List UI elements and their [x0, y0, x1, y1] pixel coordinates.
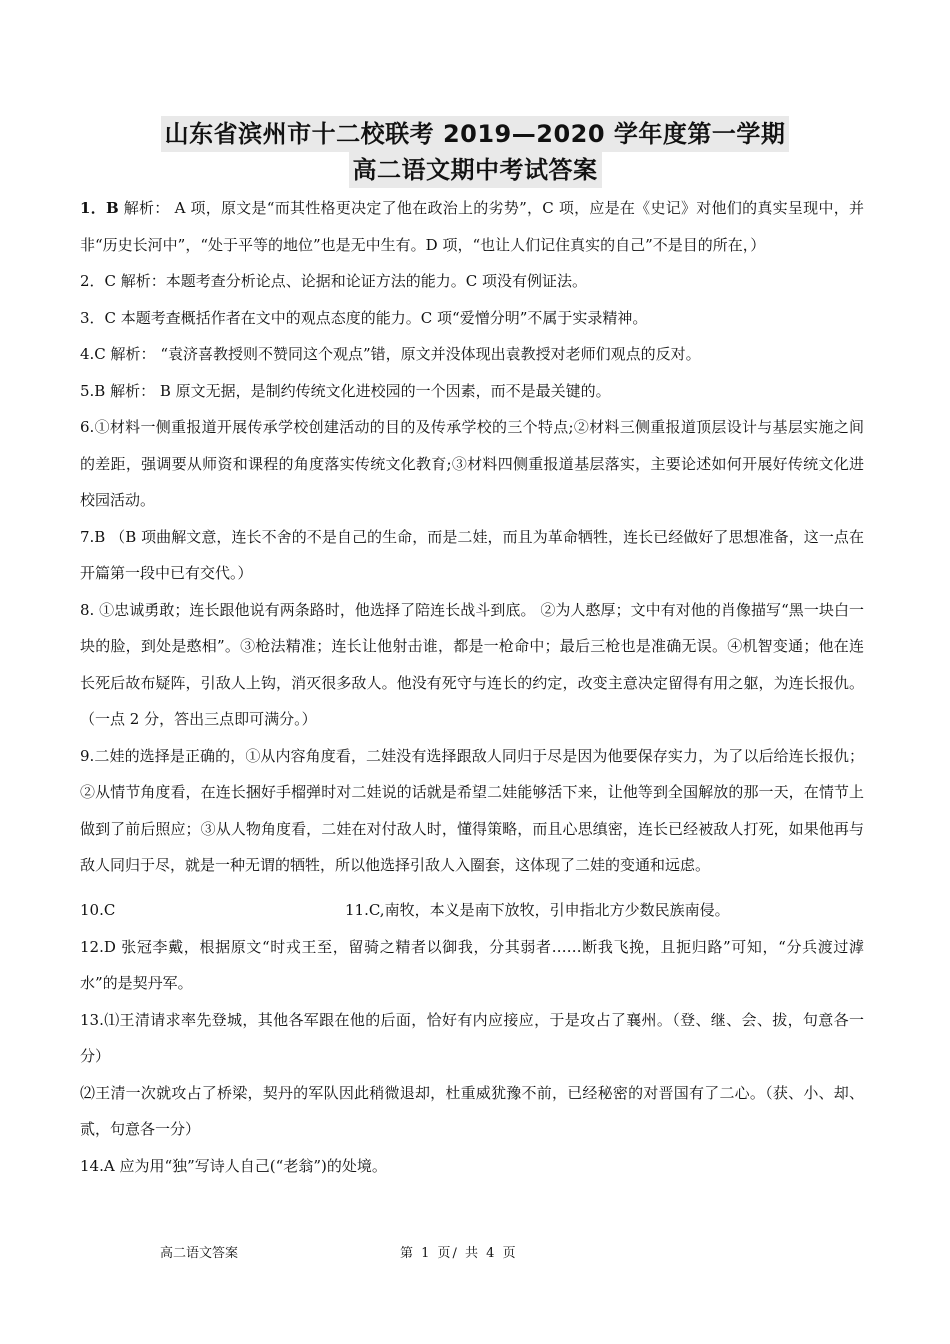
answer-4: 4.C 解析： “袁济喜教授则不赞同这个观点”错，原文并没体现出袁教授对老师们观点的反对。: [80, 345, 701, 363]
answer-5: 5.B 解析： B 原文无据，是制约传统文化进校园的一个因素，而不是最关键的。: [80, 381, 611, 400]
answer-3: 3．C 本题考查概括作者在文中的观点态度的能力。C 项“爱憎分明”不属于实录精神。: [80, 308, 648, 327]
title-line-1: 山东省滨州市十二校联考 2019—2020 学年度第一学期: [161, 116, 790, 152]
answer-2: 2．C 解析：本题考查分析论点、论据和论证方法的能力。C 项没有例证法。: [80, 272, 588, 290]
answer-9: 9.二娃的选择是正确的，①从内容角度看，二娃没有选择跟敌人同归于尽是因为他要保存实力，为了以后给连长报仇；②从情节角度看，在连长捆好手榴弹时对二娃说的话就是希望二娃能够活下来，让他等到全国解放的那一天，在情节上做到了前后照应；③从人物角度看，二娃在对付敌人时，懂得策略，而且心思缜密，连长已经被敌人打死，如果他再与敌人同归于尽，就是一种无谓的牺牲，所以他选择引敌人入圈套，这体现了二娃的变通和远虑。: [80, 746, 864, 874]
title-line-2: 高二语文期中考试答案: [349, 152, 602, 188]
document-title: [0, 116, 950, 188]
footer-doc-name: 高二语文答案: [160, 1246, 239, 1261]
answer-list: [80, 190, 864, 1184]
answer-14: 14.A 应为用“独”写诗人自己(“老翁”)的处境。: [80, 1156, 387, 1175]
answer-13-part-2: ⑵王清一次就攻占了桥梁，契丹的军队因此稍微退却，杜重威犹豫不前，已经秘密的对晋国有了二心。（获、小、却、贰，句意各一分）: [80, 1083, 864, 1138]
answer-7: 7.B （B 项曲解文意，连长不舍的不是自己的生命，而是二娃，而且为革命牺牲，连长已经做好了思想准备，这一点在开篇第一段中已有交代。）: [80, 527, 864, 582]
answer-10-11-row: [80, 892, 864, 929]
page-footer: [0, 1244, 950, 1264]
answer-1-number: 1．B: [80, 199, 119, 217]
footer-page-number: 第 1 页/ 共 4 页: [400, 1246, 518, 1261]
answer-8: 8. ①忠诚勇敢；连长跟他说有两条路时，他选择了陪连长战斗到底。 ②为人憨厚；文中有对他的肖像描写“黑一块白一块的脸，到处是憨相”。③枪法精准；连长让他射击谁，都是一枪命中；最后三枪也是准确无误。④机智变通；他在连长死后故布疑阵，引敌人上钩，消灭很多敌人。他没有死守与连长的约定，改变主意决定留得有用之躯，为连长报仇。（一点 2 分，答出三点即可满分。）: [80, 600, 864, 728]
answer-11: 11.C,南牧，本义是南下放牧，引申指北方少数民族南侵。: [345, 900, 730, 919]
answer-1-text: 解析： A 项，原文是“而其性格更决定了他在政治上的劣势”，C 项，应是在《史记》对他们的真实呈现中，并非“历史长河中”，“处于平等的地位”也是无中生有。D 项，“也让人们记住真实的自己”不是目的所在，）: [80, 199, 864, 254]
answer-1: [80, 190, 864, 263]
answer-10: 10.C: [80, 900, 116, 919]
answer-13-part-1: 13.⑴王清请求率先登城，其他各军跟在他的后面，恰好有内应接应，于是攻占了襄州。（登、继、会、拔，句意各一分）: [80, 1010, 864, 1065]
answer-12: 12.D 张冠李戴，根据原文“时戎王至，留骑之精者以御我，分其弱者……断我飞挽，且扼归路”可知，“分兵渡过滹水”的是契丹军。: [80, 937, 864, 992]
answer-6: 6.①材料一侧重报道开展传承学校创建活动的目的及传承学校的三个特点;②材料三侧重报道顶层设计与基层实施之间的差距，强调要从师资和课程的角度落实传统文化教育;③材料四侧重报道基层落实，主要论述如何开展好传统文化进校园活动。: [80, 418, 864, 509]
